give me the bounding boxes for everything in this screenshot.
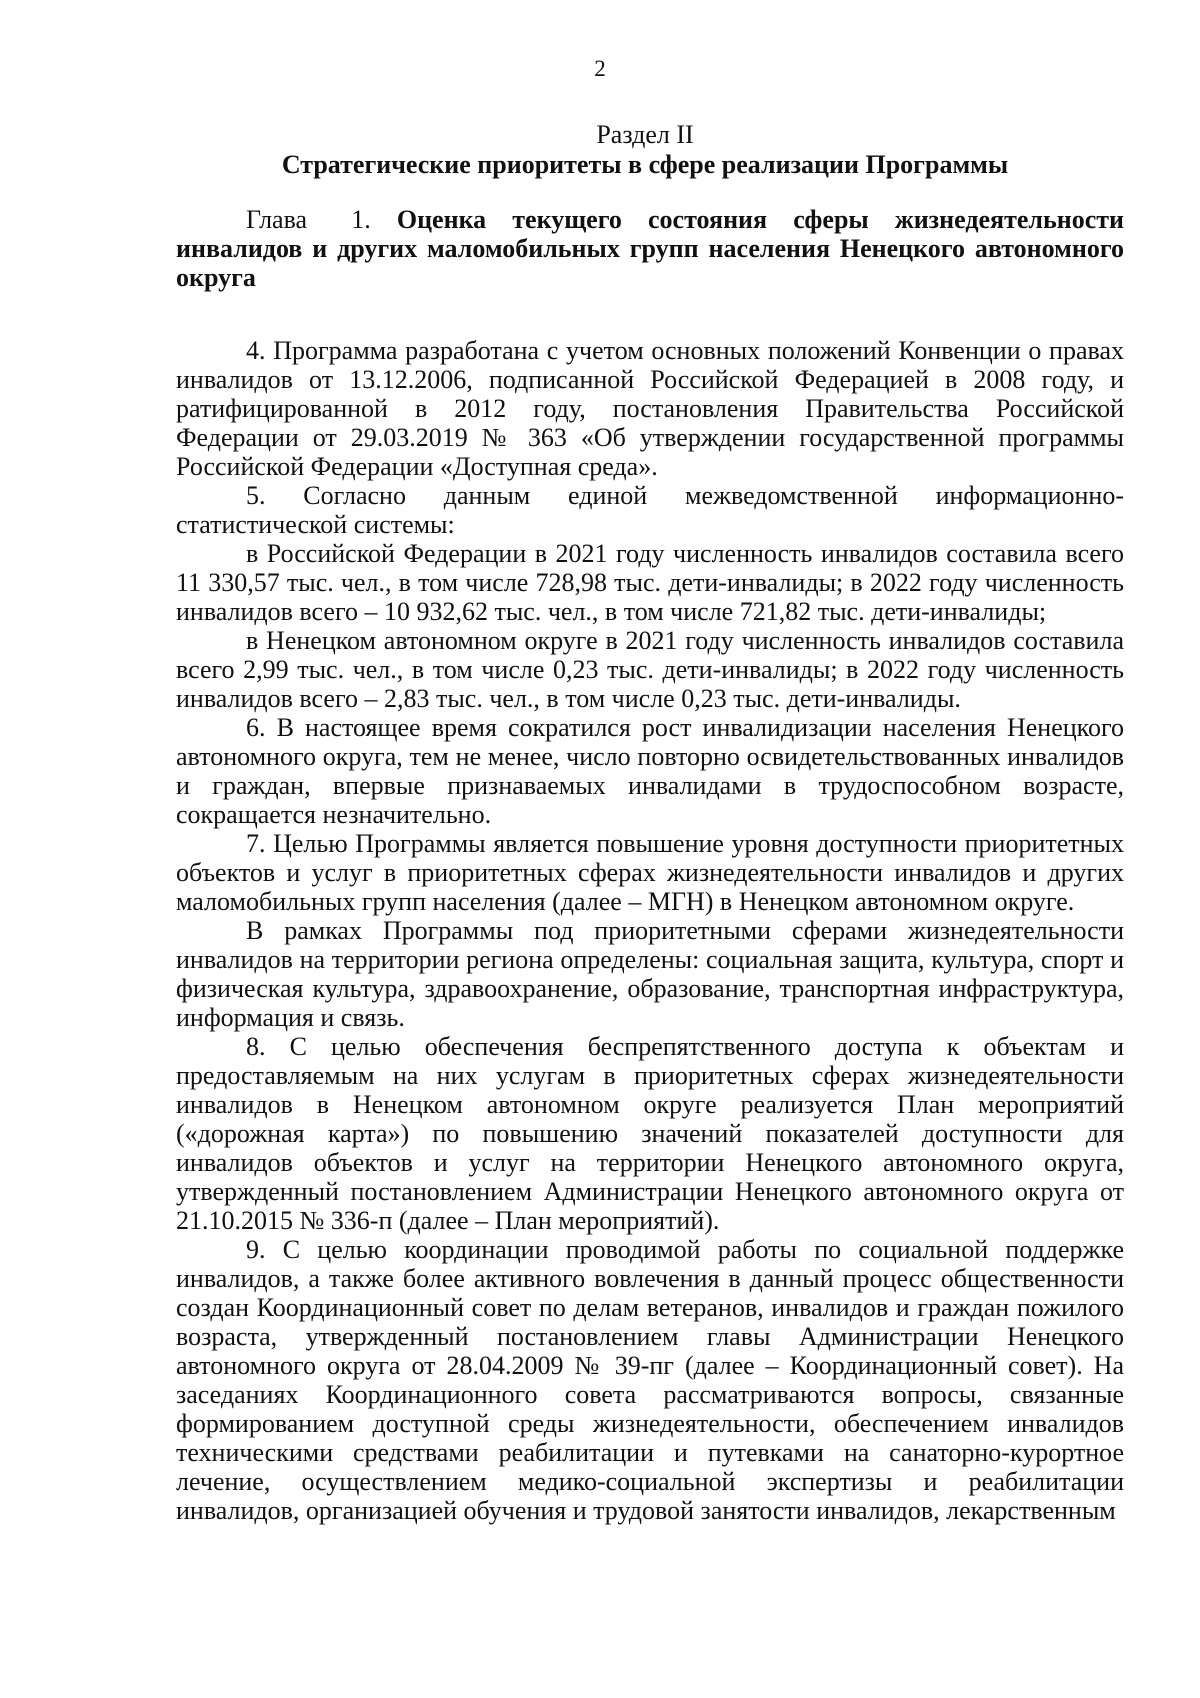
paragraph-4: 4. Программа разработана с учетом основных положений Конвенции о правах инвалидов от 13.12.2006, подписанной Российской Федерацией в 2008 году, и ратифицированной в 2012 году, постановления Правительства Российской Федерации от 29.03.2019 № 363 «Об утверждении государственной программы Российской Федерации «Доступная среда». [176, 336, 1124, 481]
document-body [176, 205, 1124, 1525]
paragraph-6: 6. В настоящее время сократился рост инвалидизации населения Ненецкого автономного округа, тем не менее, число повторно освидетельствованных инвалидов и граждан, впервые признаваемых инвалидами в трудоспособном возрасте, сокращается незначительно. [176, 713, 1124, 829]
chapter-number: Глава 1. [246, 205, 371, 234]
paragraph-7: 7. Целью Программы является повышение уровня доступности приоритетных объектов и услуг в приоритетных сферах жизнедеятельности инвалидов и других маломобильных групп населения (далее – МГН) в Ненецком автономном округе. [176, 829, 1124, 916]
paragraph-5: 5. Согласно данным единой межведомственной информационно-статистической системы: [176, 481, 1124, 539]
paragraph-5-rf: в Российской Федерации в 2021 году численность инвалидов составила всего 11 330,57 тыс. чел., в том числе 728,98 тыс. дети-инвалиды; в 2022 году численность инвалидов всего – 10 932,62 тыс. чел., в том числе 721,82 тыс. дети-инвалиды; [176, 539, 1124, 626]
paragraph-8: 8. С целью обеспечения беспрепятственного доступа к объектам и предоставляемым на них услугам в приоритетных сферах жизнедеятельности инвалидов в Ненецком автономном округе реализуется План мероприятий («дорожная карта») по повышению значений показателей доступности для инвалидов объектов и услуг на территории Ненецкого автономного округа, утвержденный постановлением Администрации Ненецкого автономного округа от 21.10.2015 № 336-п (далее – План мероприятий). [176, 1032, 1124, 1235]
paragraph-5-nao: в Ненецком автономном округе в 2021 году численность инвалидов составила всего 2,99 тыс. чел., в том числе 0,23 тыс. дети-инвалиды; в 2022 году численность инвалидов всего – 2,83 тыс. чел., в том числе 0,23 тыс. дети-инвалиды. [176, 626, 1124, 713]
page-number: 2 [594, 56, 606, 81]
chapter-title: Оценка текущего состояния сферы жизнедеятельности инвалидов и других маломобильных групп населения Ненецкого автономного округа [176, 205, 1124, 292]
chapter-heading [176, 205, 1124, 292]
section-label: Раздел II [596, 120, 694, 149]
paragraph-9: 9. С целью координации проводимой работы по социальной поддержке инвалидов, а также более активного вовлечения в данный процесс общественности создан Координационный совет по делам ветеранов, инвалидов и граждан пожилого возраста, утвержденный постановлением главы Администрации Ненецкого автономного округа от 28.04.2009 № 39-пг (далее – Координационный совет). На заседаниях Координационного совета рассматриваются вопросы, связанные формированием доступной среды жизнедеятельности, обеспечением инвалидов техническими средствами реабилитации и путевками на санаторно-курортное лечение, осуществлением медико-социальной экспертизы и реабилитации инвалидов, организацией обучения и трудовой занятости инвалидов, лекарственным [176, 1235, 1124, 1525]
section-title: Стратегические приоритеты в сфере реализации Программы [281, 150, 1009, 179]
paragraph-7-spheres: В рамках Программы под приоритетными сферами жизнедеятельности инвалидов на территории региона определены: социальная защита, культура, спорт и физическая культура, здравоохранение, образование, транспортная инфраструктура, информация и связь. [176, 916, 1124, 1032]
